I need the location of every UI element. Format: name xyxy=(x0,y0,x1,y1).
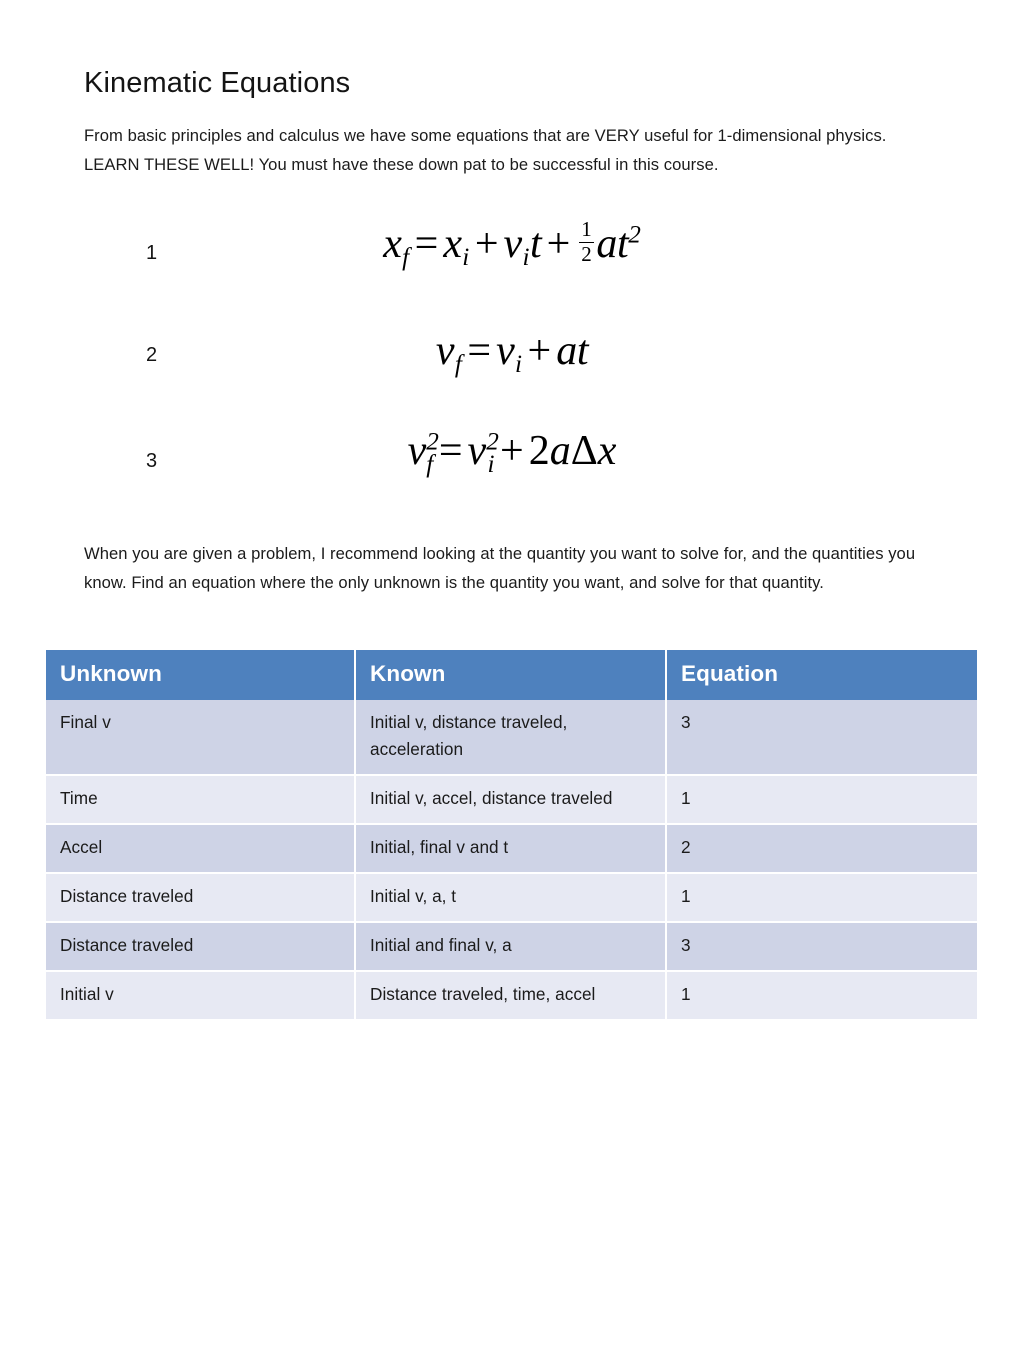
equation-row-3 xyxy=(0,417,1024,517)
equation-formula-2 xyxy=(0,327,1024,379)
eq2-lhs-subscript: f xyxy=(454,351,463,379)
cell-known: Initial and final v, a xyxy=(356,923,667,972)
cell-equation: 3 xyxy=(667,700,977,776)
eq3-lhs-exponent: 2 xyxy=(426,428,439,456)
table-row xyxy=(46,923,977,972)
eq1-term2-subscript: i xyxy=(522,244,530,272)
eq3-term1-variable: v xyxy=(467,428,487,474)
advice-paragraph: When you are given a problem, I recommend looking at the quantity you want to solve for, and the quantities you know. Find an equation where the only unknown is the quantity you want, and solve for that quantity. xyxy=(84,543,916,592)
cell-equation: 2 xyxy=(667,825,977,874)
eq3-equals-sign: = xyxy=(438,428,463,474)
column-header-known: Known xyxy=(356,650,667,700)
eq1-term2-time: t xyxy=(529,221,542,267)
equation-number-1: 1 xyxy=(146,242,158,264)
cell-equation: 1 xyxy=(667,776,977,825)
eq3-displacement-variable: x xyxy=(597,428,617,474)
cell-known: Initial v, distance traveled, acceleration xyxy=(356,700,667,776)
table-header xyxy=(46,650,977,700)
eq2-equals-sign: = xyxy=(467,328,492,374)
equation-row-1 xyxy=(0,210,1024,315)
eq1-lhs-variable: x xyxy=(383,221,402,267)
equations-list xyxy=(0,210,1024,517)
equation-number-2: 2 xyxy=(146,344,158,366)
eq1-term2-variable: v xyxy=(503,221,523,267)
eq3-term1-subscript: i xyxy=(487,451,495,479)
equation-selection-table xyxy=(46,650,977,1019)
cell-known: Distance traveled, time, accel xyxy=(356,972,667,1019)
eq1-plus-sign-2: + xyxy=(546,221,571,267)
cell-equation: 1 xyxy=(667,972,977,1019)
table-header-row xyxy=(46,650,977,700)
cell-known: Initial v, accel, distance traveled xyxy=(356,776,667,825)
eq1-plus-sign-1: + xyxy=(474,221,499,267)
eq3-delta-symbol: Δ xyxy=(570,428,598,474)
page-title: Kinematic Equations xyxy=(84,67,351,100)
eq2-term1-subscript: i xyxy=(514,351,523,379)
column-header-equation: Equation xyxy=(667,650,977,700)
cell-unknown: Final v xyxy=(46,700,356,776)
cell-unknown: Distance traveled xyxy=(46,923,356,972)
eq3-coefficient: 2 xyxy=(528,428,550,474)
eq3-plus-sign: + xyxy=(500,428,524,474)
eq2-term2-accel-time: at xyxy=(556,328,589,374)
equation-number-3: 3 xyxy=(146,450,158,472)
eq2-plus-sign: + xyxy=(527,328,552,374)
equation-row-2 xyxy=(0,315,1024,417)
eq1-term1-subscript: i xyxy=(462,244,470,272)
equation-formula-1 xyxy=(0,217,1024,272)
table-row xyxy=(46,700,977,776)
table-row xyxy=(46,972,977,1019)
eq3-lhs-subscript: f xyxy=(426,451,434,479)
cell-equation: 3 xyxy=(667,923,977,972)
cell-unknown: Distance traveled xyxy=(46,874,356,923)
eq1-term1-variable: x xyxy=(443,221,463,267)
eq1-lhs-subscript: f xyxy=(402,244,410,272)
cell-unknown: Initial v xyxy=(46,972,356,1019)
cell-known: Initial v, a, t xyxy=(356,874,667,923)
eq3-term1-exponent: 2 xyxy=(486,428,499,456)
eq3-acceleration: a xyxy=(549,428,571,474)
eq3-lhs-variable: v xyxy=(407,428,427,474)
table-row xyxy=(46,776,977,825)
cell-equation: 1 xyxy=(667,874,977,923)
cell-known: Initial, final v and t xyxy=(356,825,667,874)
eq1-fraction-numerator: 1 xyxy=(581,217,592,242)
eq1-one-half-fraction xyxy=(579,219,595,265)
eq2-lhs-variable: v xyxy=(435,328,455,374)
eq1-term3-accel-time: at xyxy=(596,221,629,267)
column-header-unknown: Unknown xyxy=(46,650,356,700)
eq1-term3-exponent: 2 xyxy=(628,221,641,249)
table-body xyxy=(46,700,977,1019)
cell-unknown: Time xyxy=(46,776,356,825)
cell-unknown: Accel xyxy=(46,825,356,874)
intro-paragraph: From basic principles and calculus we have some equations that are VERY useful for 1-dimensional physics. LEARN THESE WELL! You must have these down pat to be successful in this course. xyxy=(84,125,887,174)
eq1-equals-sign: = xyxy=(414,221,439,267)
table-row xyxy=(46,874,977,923)
eq2-term1-variable: v xyxy=(496,328,515,374)
table-row xyxy=(46,825,977,874)
eq1-fraction-denominator: 2 xyxy=(579,242,595,265)
equation-formula-3 xyxy=(0,427,1024,479)
